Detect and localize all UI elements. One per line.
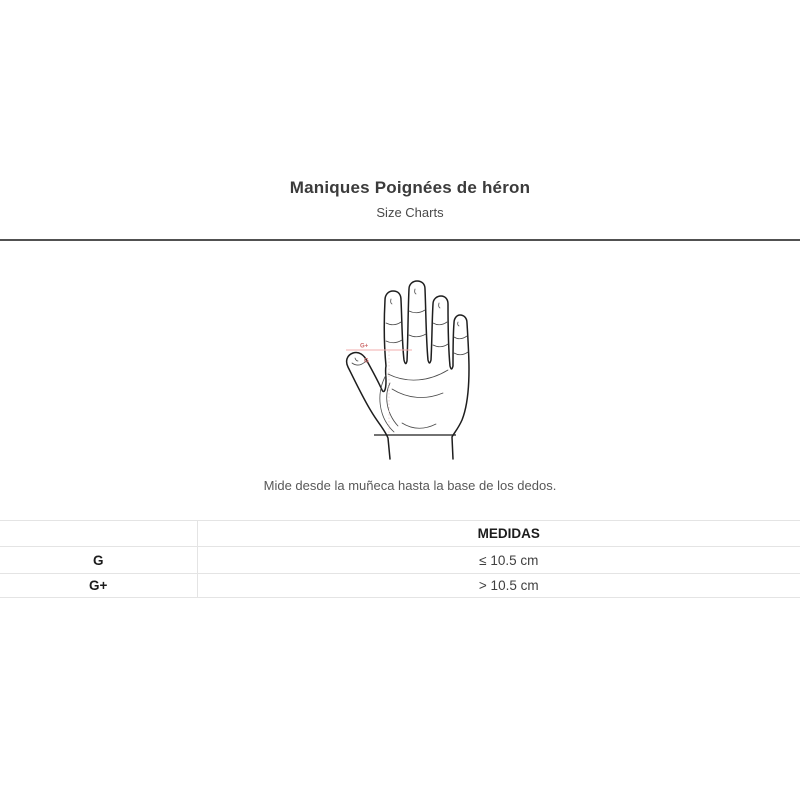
size-label-cell: G+ [0,574,197,598]
hand-measurement-figure [340,271,480,461]
hand-illustration-icon [340,271,480,461]
table-row [0,574,800,598]
page-subtitle: Size Charts [376,205,444,220]
size-label-cell: G [0,547,197,574]
table-row [0,547,800,574]
table-header-medidas: MEDIDAS [197,521,800,547]
size-label-g-plus: G+ [360,343,369,350]
table-header-row [0,521,800,547]
header-divider [0,239,800,241]
page-title: Maniques Poignées de héron [289,178,531,197]
table-header-empty-cell [0,521,197,547]
figure-caption: Mide desde la muñeca hasta la base de los dedos. [263,478,557,493]
size-value-cell: ≤ 10.5 cm [197,547,800,574]
size-label-g: G [364,358,369,365]
size-value-cell: > 10.5 cm [197,574,800,598]
size-table [0,520,800,598]
size-chart-page [0,178,800,598]
